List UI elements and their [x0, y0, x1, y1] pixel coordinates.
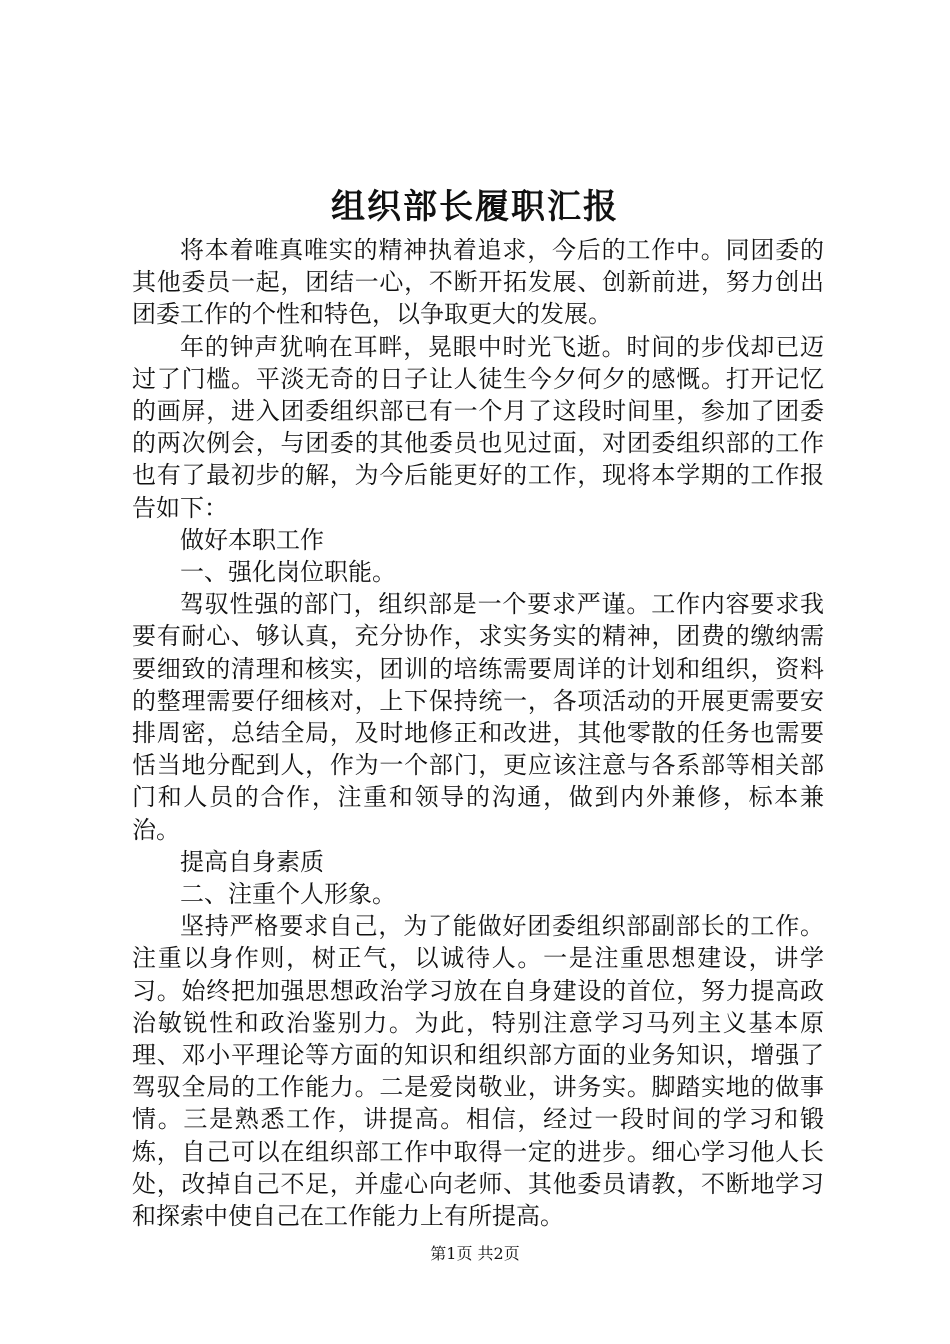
section-heading: 提高自身素质 — [180, 847, 324, 876]
section-heading: 做好本职工作 — [180, 525, 324, 554]
document-body — [132, 234, 824, 1232]
paragraph: 驾驭性强的部门，组织部是一个要求严谨。工作内容要求我要有耐心、够认真，充分协作，求实务实的精神，团费的缴纳需要细致的清理和核实，团训的培练需要周详的计划和组织，资料的整理需要仔细核对，上下保持统一，各项活动的开展更需要安排周密，总结全局，及时地修正和改进，其他零散的任务也需要恬当地分配到人，作为一个部门，更应该注意与各系部等相关部门和人员的合作，注重和领导的沟通，做到内外兼修，标本兼治。 — [132, 590, 824, 844]
document-title: 组织部长履职汇报 — [331, 187, 619, 227]
subsection-heading: 二、注重个人形象。 — [180, 880, 396, 909]
paragraph: 将本着唯真唯实的精神执着追求，今后的工作中。同团委的其他委员一起，团结一心，不断开拓发展、创新前进，努力创出团委工作的个性和特色，以争取更大的发展。 — [132, 236, 824, 329]
subsection-heading: 一、强化岗位职能。 — [180, 558, 396, 587]
paragraph: 年的钟声犹响在耳畔，晃眼中时光飞逝。时间的步伐却已迈过了门槛。平淡无奇的日子让人徒生今夕何夕的感慨。打开记忆的画屏，进入团委组织部已有一个月了这段时间里，参加了团委的两次例会，与团委的其他委员也见过面，对团委组织部的工作也有了最初步的解，为今后能更好的工作，现将本学期的工作报告如下： — [132, 332, 824, 522]
paragraph: 坚持严格要求自己，为了能做好团委组织部副部长的工作。注重以身作则，树正气，以诚待人。一是注重思想建设，讲学习。始终把加强思想政治学习放在自身建设的首位，努力提高政治敏锐性和政治鉴别力。为此，特别注意学习马列主义基本原理、邓小平理论等方面的知识和组织部方面的业务知识，增强了驾驭全局的工作能力。二是爱岗敬业，讲务实。脚踏实地的做事情。三是熟悉工作，讲提高。相信，经过一段时间的学习和锻炼，自己可以在组织部工作中取得一定的进步。细心学习他人长处，改掉自己不足，并虚心向老师、其他委员请教，不断地学习和探索中使自己在工作能力上有所提高。 — [132, 912, 824, 1231]
page-number-footer: 第1页 共2页 — [430, 1244, 520, 1263]
